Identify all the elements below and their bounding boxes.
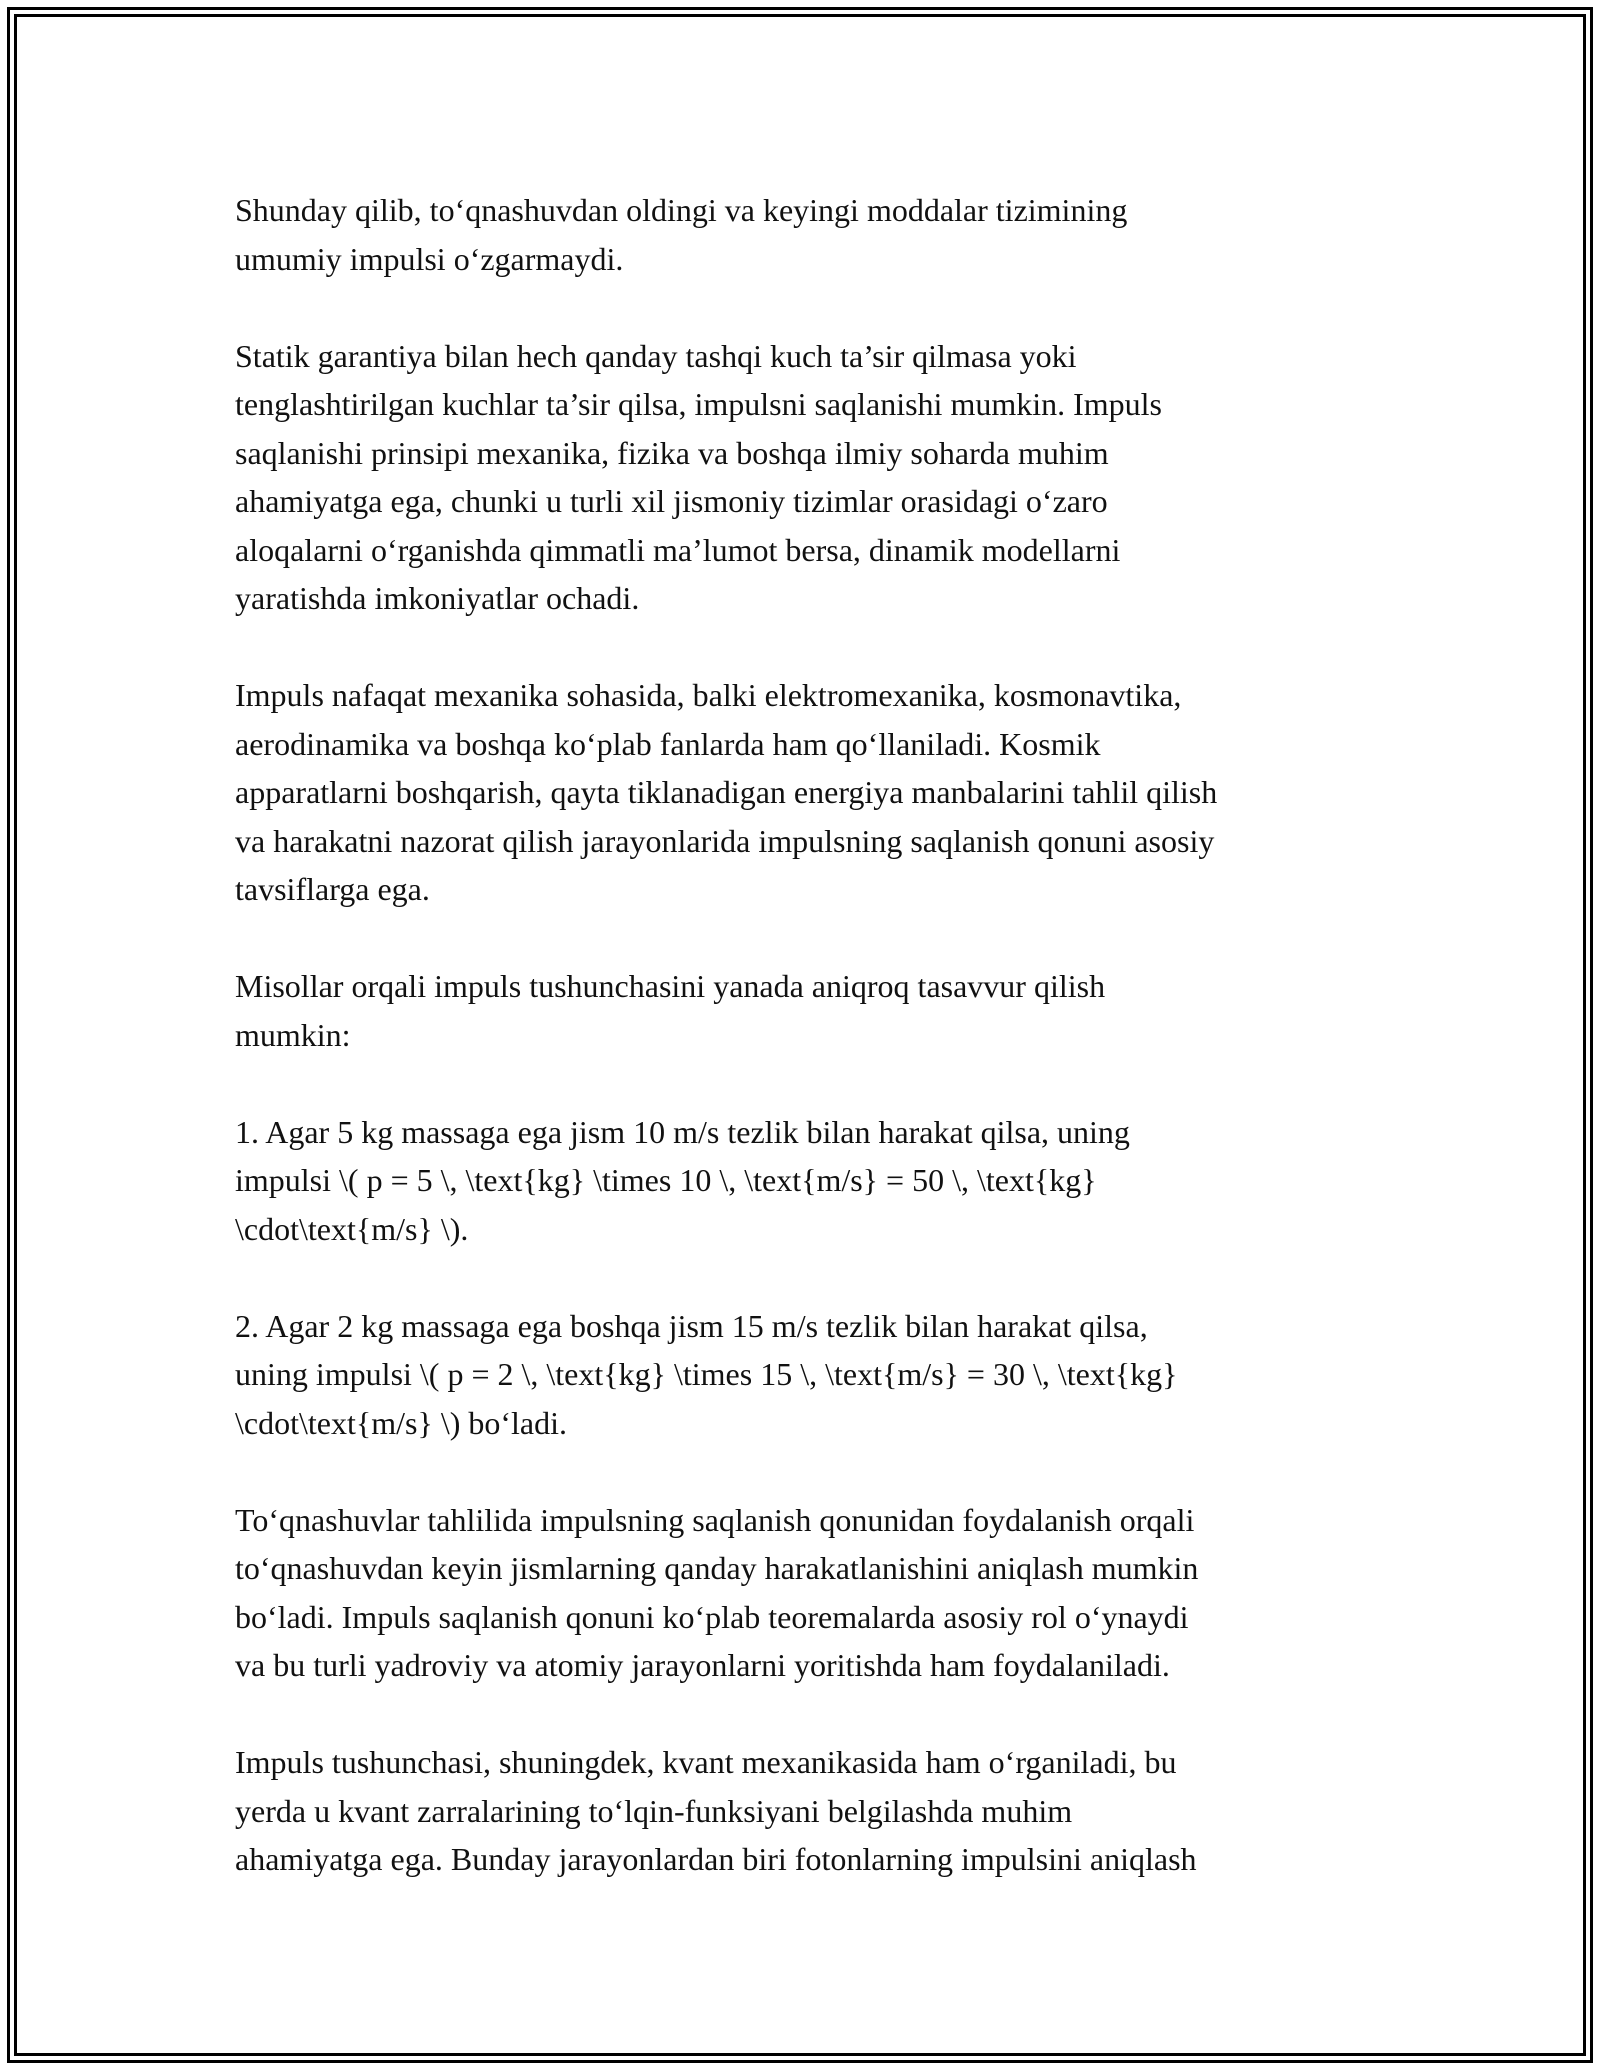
paragraph-conservation-conditions: Statik garantiya bilan hech qanday tashqi kuch ta’sir qilmasa yoki tenglashtirilgan kuchlar ta’sir qilsa, impulsni saqlanishi mumkin. Impuls saqlanishi prinsipi mexanika, fizika va boshqa ilmiy soharda muhim ahamiyatga ega, chunki u turli xil jismoniy tizimlar orasidagi o‘zaro aloqalarni o‘rganishda qimmatli ma’lumot bersa, dinamik modellarni yaratishda imkoniyatlar ochadi.	[235, 337, 1162, 616]
paragraph-example-1: 1. Agar 5 kg massaga ega jism 10 m/s tezlik bilan harakat qilsa, uning impulsi \( p = 5 \, \text{kg} \times 10 \, \text{m/s} = 50 \, \text{kg} \cdot\text{m/s} \).	[235, 1113, 1130, 1247]
paragraph-collision-analysis: To‘qnashuvlar tahlilida impulsning saqlanish qonunidan foydalanish orqali to‘qnashuvdan keyin jismlarning qanday harakatlanishini aniqlash mumkin bo‘ladi. Impuls saqlanish qonuni ko‘plab teoremalarda asosiy rol o‘ynaydi va bu turli yadroviy va atomiy jarayonlarni yoritishda ham foydalaniladi.	[235, 1501, 1199, 1683]
paragraph-example-2: 2. Agar 2 kg massaga ega boshqa jism 15 m/s tezlik bilan harakat qilsa, uning impulsi \( p = 2 \, \text{kg} \times 15 \, \text{m/s} = 30 \, \text{kg} \cdot\text{m/s} \) bo‘ladi.	[235, 1307, 1178, 1441]
paragraph-applications: Impuls nafaqat mexanika sohasida, balki elektromexanika, kosmonavtika, aerodinamika va boshqa ko‘plab fanlarda ham qo‘llaniladi. Kosmik apparatlarni boshqarish, qayta tiklanadigan energiya manbalarini tahlil qilish va harakatni nazorat qilish jarayonlarida impulsning saqlanish qonuni asosiy tavsiflarga ega.	[235, 677, 1218, 907]
paragraph-momentum-conservation-summary: Shunday qilib, to‘qnashuvdan oldingi va keyingi moddalar tizimining umumiy impulsi o‘zgarmaydi.	[235, 192, 1128, 277]
paragraph-quantum-mechanics: Impuls tushunchasi, shuningdek, kvant mexanikasida ham o‘rganiladi, bu yerda u kvant zarralarining to‘lqin-funksiyani belgilashda muhim ahamiyatga ega. Bunday jarayonlardan biri fotonlarning impulsini aniqlash	[235, 1744, 1197, 1877]
paragraph-examples-intro: Misollar orqali impuls tushunchasini yanada aniqroq tasavvur qilish mumkin:	[235, 968, 1106, 1053]
document-body	[235, 186, 1385, 1932]
